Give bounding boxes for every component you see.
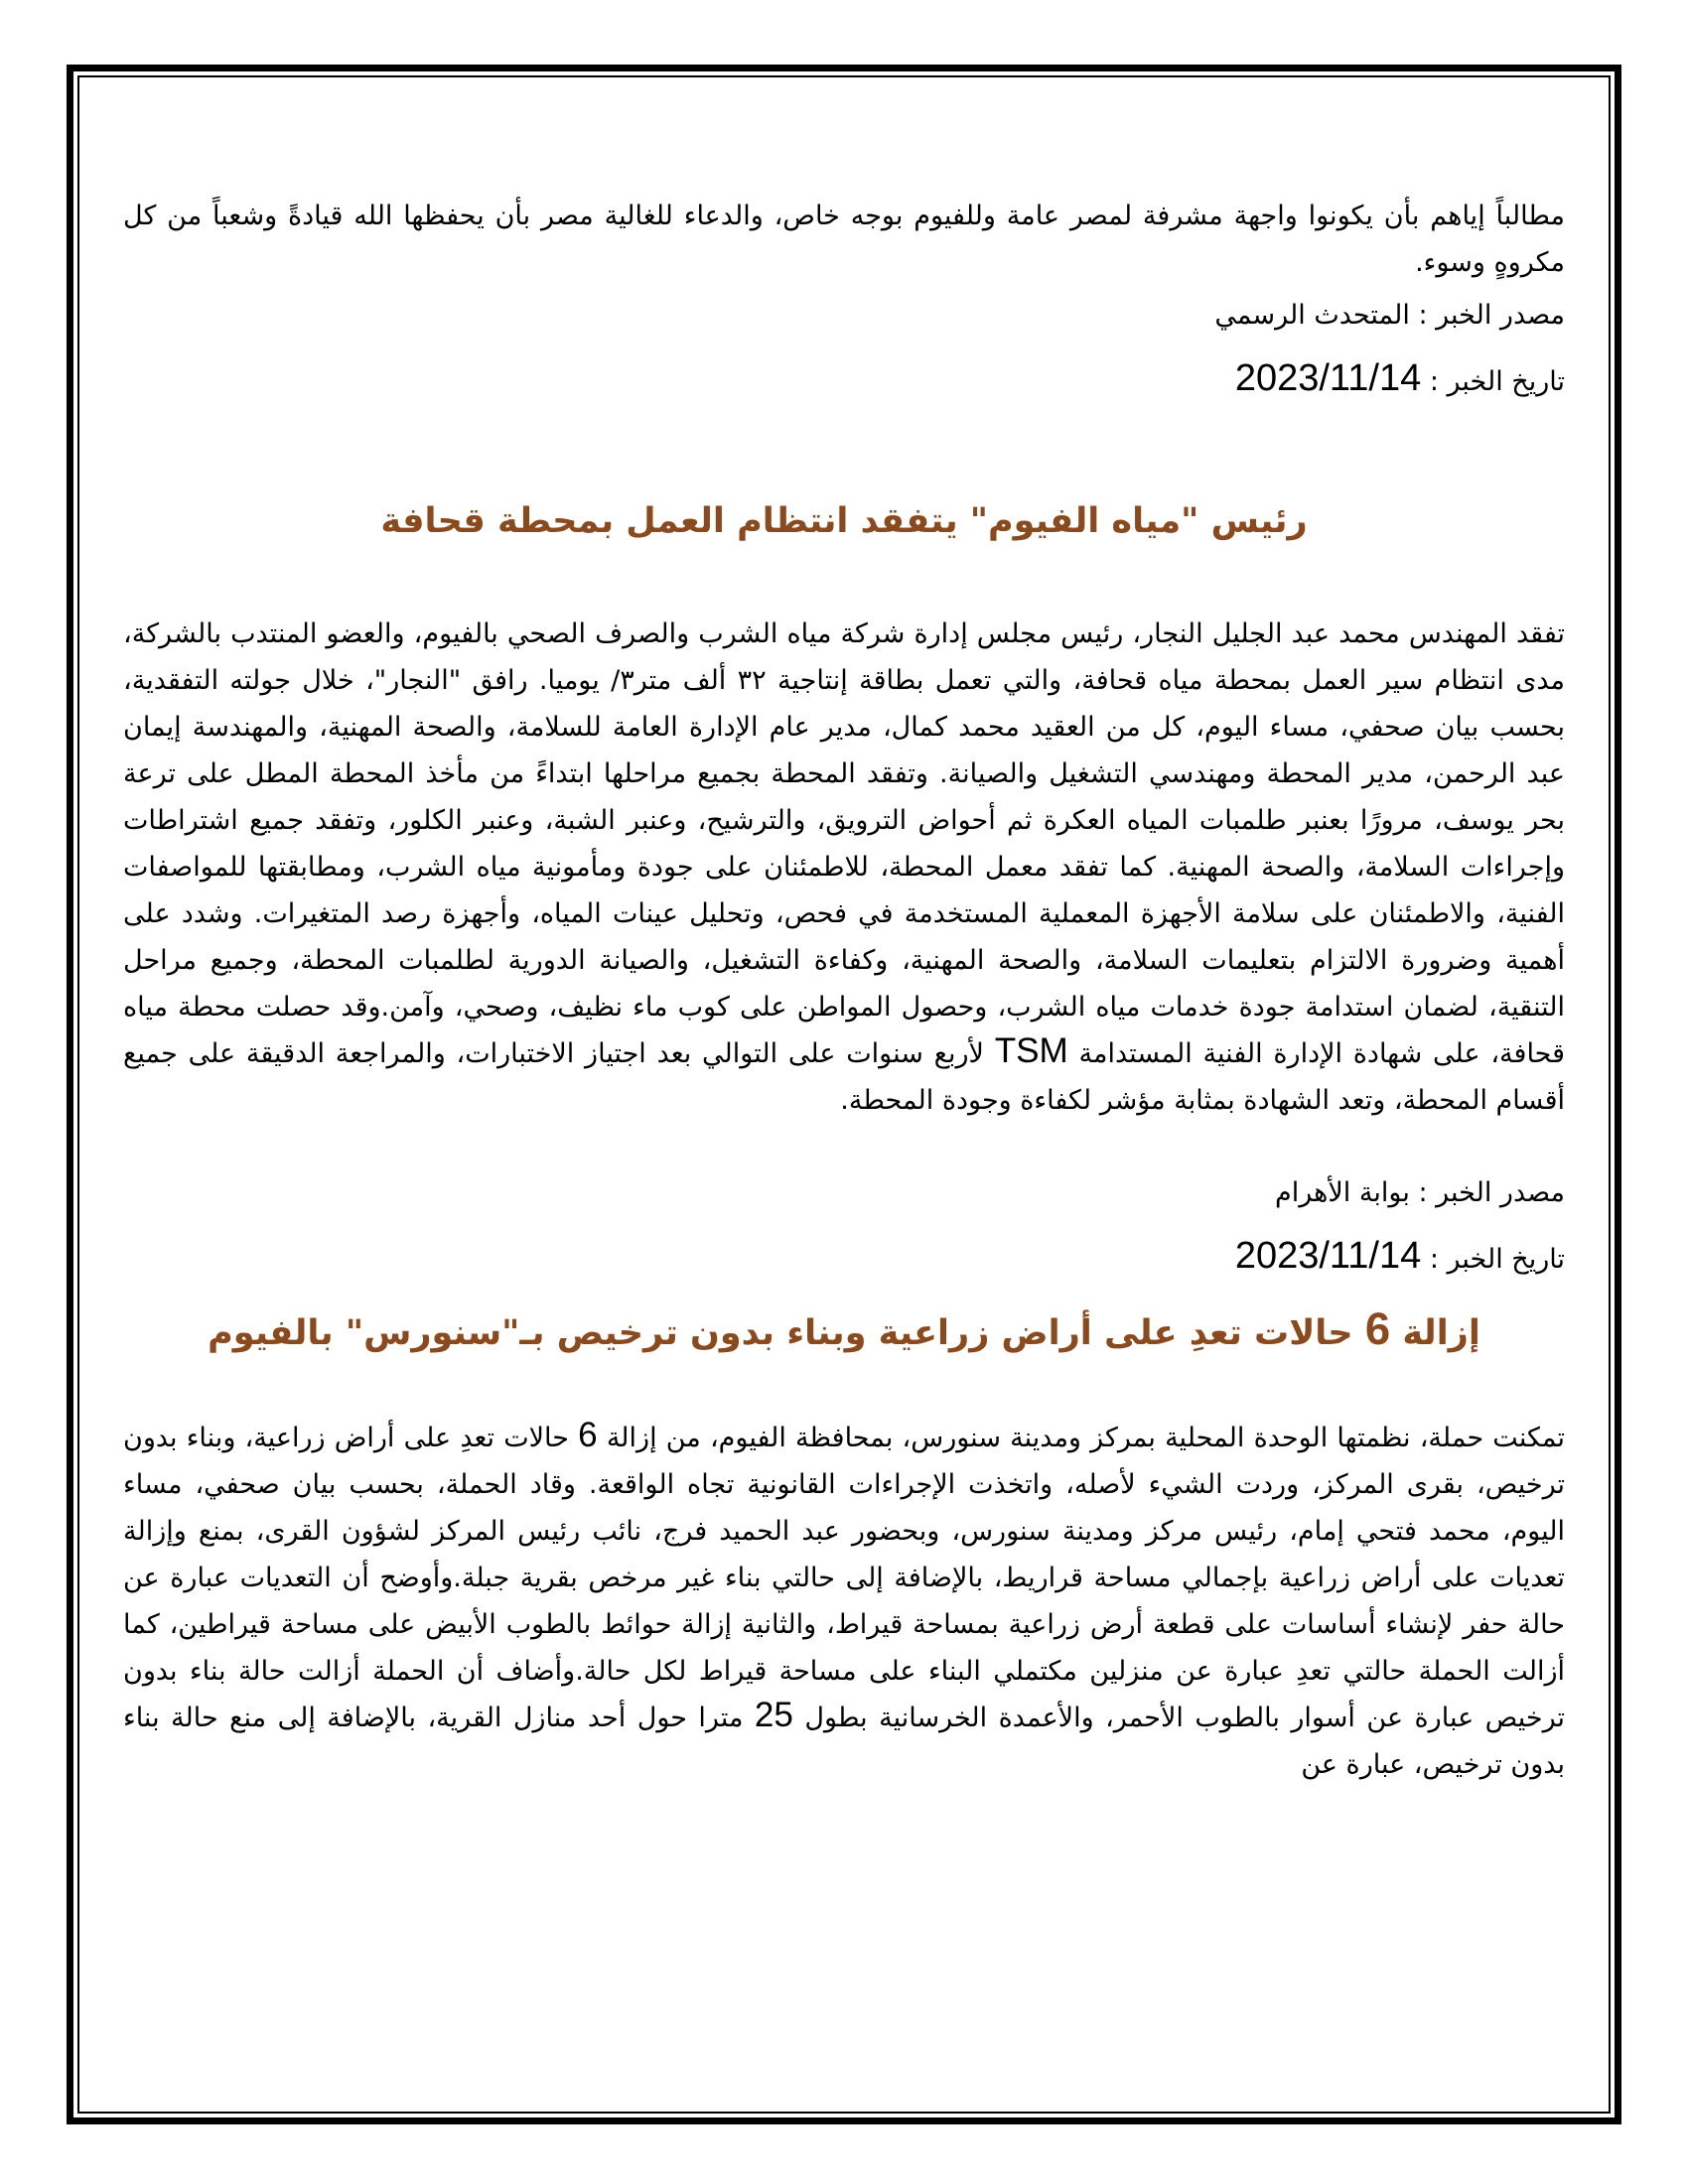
page-border-frame <box>67 65 1621 2124</box>
news-date-line-1 <box>123 358 1565 406</box>
latin-run: 6 <box>578 1416 598 1454</box>
source-label: مصدر الخبر : <box>1418 1177 1565 1208</box>
page-content <box>79 77 1609 1788</box>
latin-run: 25 <box>754 1696 793 1734</box>
intro-continuation-paragraph: مطالباً إياهم بأن يكونوا واجهة مشرفة لمصر عامة وللفيوم بوجه خاص، والدعاء للغالية مصر بأن يحفظها الله قيادةً وشعباً من كل مكروهٍ وسوء. <box>123 201 1565 278</box>
article-2-title: إزالة 6 حالات تعدِ على أراض زراعية وبناء بدون ترخيص بـ"سنورس" بالفيوم <box>208 1303 1480 1354</box>
page-border-frame-inner <box>77 75 1611 2114</box>
source-value: بوابة الأهرام <box>1275 1177 1410 1208</box>
news-date-line-2 <box>123 1236 1565 1284</box>
news-source-line-1 <box>123 292 1565 339</box>
date-label: تاريخ الخبر : <box>1429 1244 1565 1275</box>
latin-run: TSM <box>994 1031 1068 1070</box>
source-value: المتحدث الرسمي <box>1214 300 1410 331</box>
article-2-body: تمكنت حملة، نظمتها الوحدة المحلية بمركز ومدينة سنورس، بمحافظة الفيوم، من إزالة 6 حالات تعدِ على أراض زراعية، وبناء بدون ترخيص، بقرى المركز، وردت الشيء لأصله، واتخذت الإجراءات القانونية تجاه الواقعة. وقاد الحملة، بحسب بيان صحفي، مساء اليوم، محمد فتحي إمام، رئيس مركز ومدينة سنورس، وبحضور عبد الحميد فرج، نائب رئيس المركز لشؤون القرى، بمنع وإزالة تعديات على أراض زراعية بإجمالي مساحة قراريط، بالإضافة إلى حالتي بناء غير مرخص بقرية جبلة.وأوضح أن التعديات عبارة عن حالة حفر لإنشاء أساسات على قطعة أرض زراعية بمساحة قيراط، والثانية إزالة حوائط بالطوب الأبيض على مساحة قيراطين، كما أزالت الحملة حالتي تعدِ عبارة عن منزلين مكتملي البناء على مساحة قيراط لكل حالة.وأضاف أن الحملة أزالت حالة بناء بدون ترخيص عبارة عن أسوار بالطوب الأحمر، والأعمدة الخرسانية بطول 25 مترا حول أحد منازل القرية، بالإضافة إلى منع حالة بناء بدون ترخيص، عبارة عن <box>123 1416 1566 1780</box>
latin-run: 6 <box>1364 1303 1391 1354</box>
news-source-line-2 <box>123 1169 1565 1216</box>
date-value: 2023/11/14 <box>1234 1235 1422 1277</box>
date-label: تاريخ الخبر : <box>1429 366 1565 397</box>
date-value: 2023/11/14 <box>1234 357 1422 399</box>
source-label: مصدر الخبر : <box>1418 300 1565 331</box>
article-1-title: رئيس "مياه الفيوم" يتفقد انتظام العمل بمحطة قحافة <box>380 501 1308 541</box>
article-1-body: تفقد المهندس محمد عبد الجليل النجار، رئيس مجلس إدارة شركة مياه الشرب والصرف الصحي بالفيوم، والعضو المنتدب بالشركة، مدى انتظام سير العمل بمحطة مياه قحافة، والتي تعمل بطاقة إنتاجية ٣٢ ألف متر٣/ يوميا. رافق "النجار"، خلال جولته التفقدية، بحسب بيان صحفي، مساء اليوم، كل من العقيد محمد كمال، مدير عام الإدارة العامة للسلامة، والصحة المهنية، والمهندسة إيمان عبد الرحمن، مدير المحطة ومهندسي التشغيل والصيانة. وتفقد المحطة بجميع مراحلها ابتداءً من مأخذ المحطة المطل على ترعة بحر يوسف، مرورًا بعنبر طلمبات المياه العكرة ثم أحواض الترويق، والترشيح، وعنبر الشبة، وعنبر الكلور، وتفقد جميع اشتراطات وإجراءات السلامة، والصحة المهنية. كما تفقد معمل المحطة، للاطمئنان على جودة ومأمونية مياه الشرب، ومطابقتها للمواصفات الفنية، والاطمئنان على سلامة الأجهزة المعملية المستخدمة في فحص، وتحليل عينات المياه، وأجهزة رصد المتغيرات. وشدد على أهمية وضرورة الالتزام بتعليمات السلامة، والصحة المهنية، وكفاءة التشغيل، والصيانة الدورية لطلمبات المحطة، وجميع مراحل التنقية، لضمان استدامة جودة خدمات مياه الشرب، وحصول المواطن على كوب ماء نظيف، وصحي، وآمن.وقد حصلت محطة مياه قحافة، على شهادة الإدارة الفنية المستدامة TSM لأربع سنوات على التوالي بعد اجتياز الاختبارات، والمراجعة الدقيقة على جميع أقسام المحطة، وتعد الشهادة بمثابة مؤشر لكفاءة وجودة المحطة. <box>123 618 1566 1116</box>
